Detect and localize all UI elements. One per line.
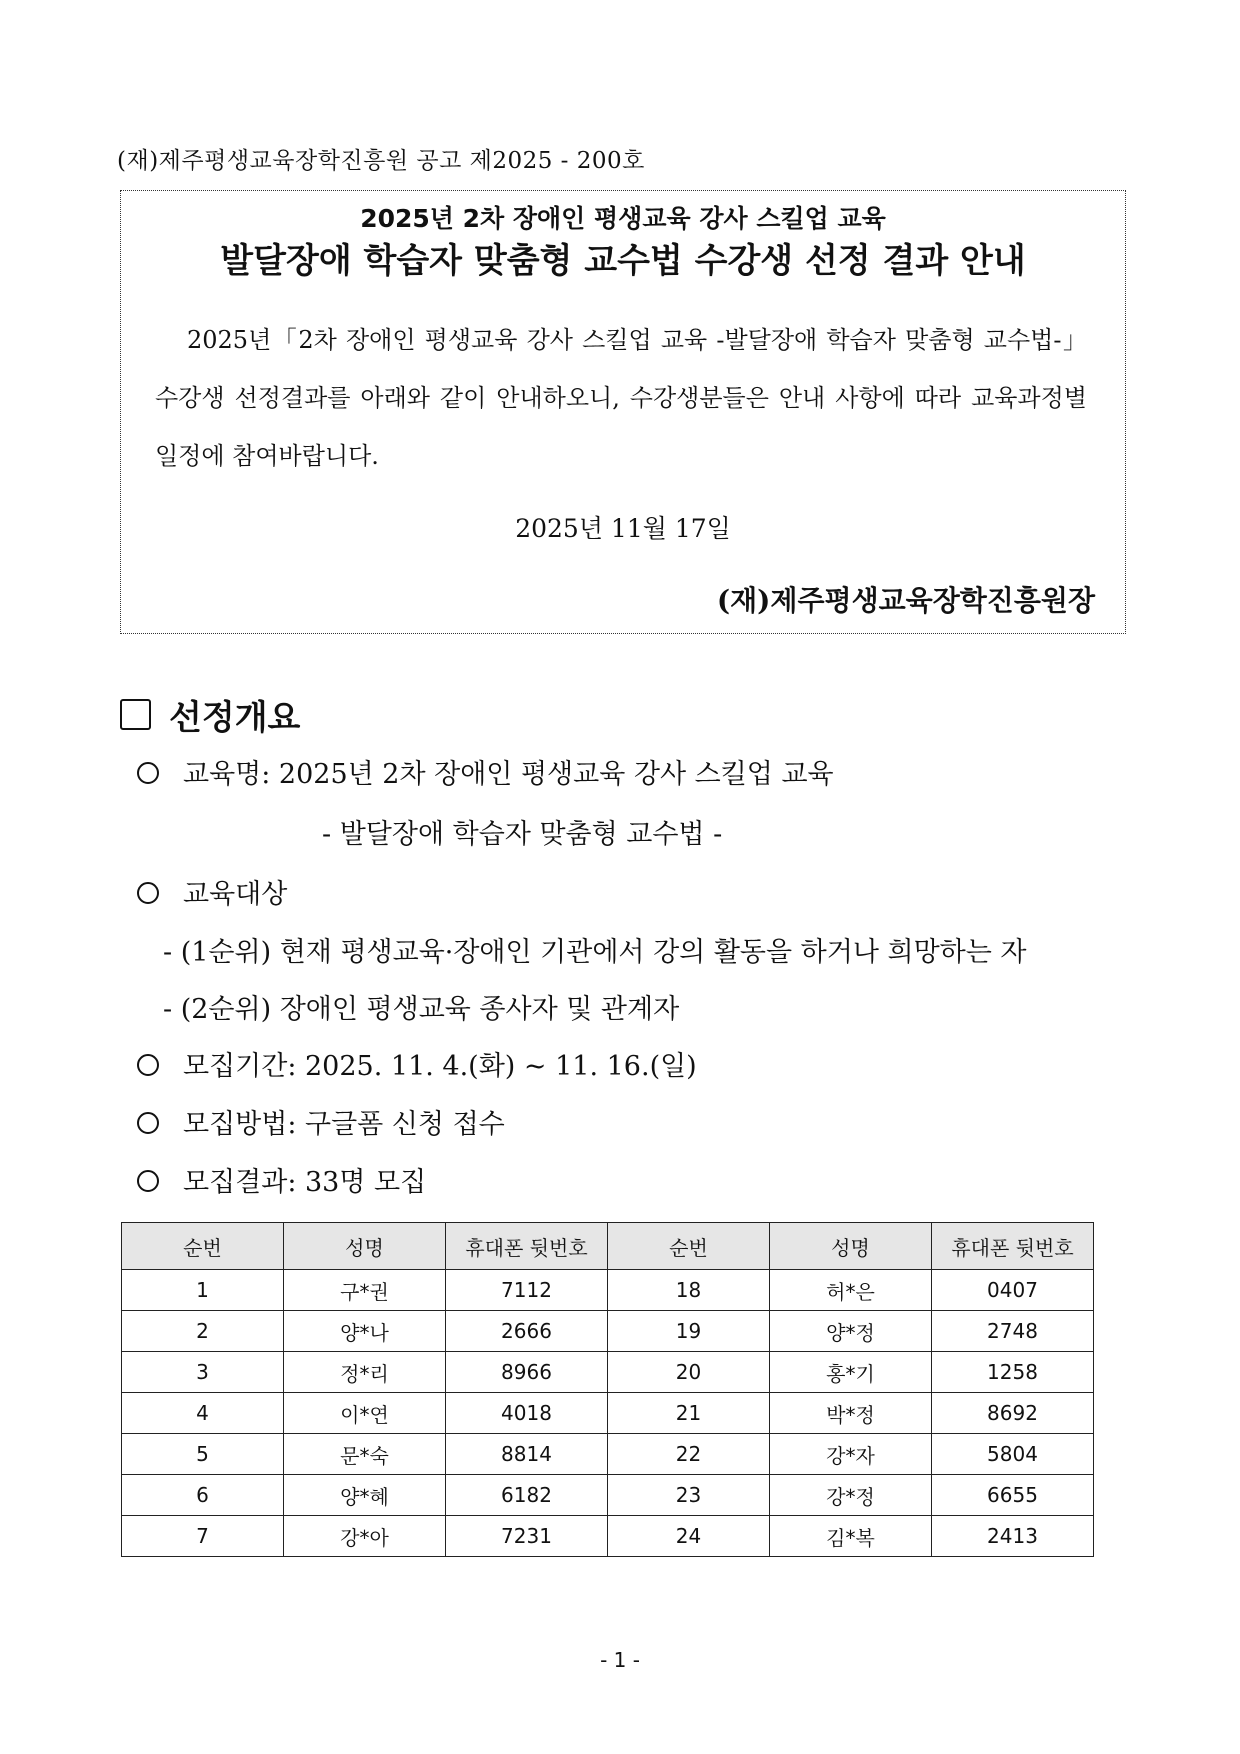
result-item [137,1160,426,1199]
notice-issuer: (재)제주평생교육장학진흥원장 [716,584,1095,617]
header-no: 순번 [122,1223,284,1270]
cell-name: 박*정 [770,1393,932,1434]
cell-name: 홍*기 [770,1352,932,1393]
cell-name: 양*나 [284,1311,446,1352]
target-priority-2: - (2순위) 장애인 평생교육 종사자 및 관계자 [163,994,680,1025]
cell-phone: 6655 [932,1475,1094,1516]
cell-phone: 1258 [932,1352,1094,1393]
cell-phone: 7231 [446,1516,608,1557]
circle-bullet-icon [137,1112,159,1134]
section-title: 선정개요 [169,698,301,738]
cell-name: 문*숙 [284,1434,446,1475]
cell-no: 23 [608,1475,770,1516]
page-number: - 1 - [600,1648,640,1672]
cell-name: 강*자 [770,1434,932,1475]
cell-no: 4 [122,1393,284,1434]
cell-no: 7 [122,1516,284,1557]
cell-phone: 7112 [446,1270,608,1311]
circle-bullet-icon [137,762,159,784]
cell-phone: 8692 [932,1393,1094,1434]
circle-bullet-icon [137,1054,159,1076]
cell-phone: 0407 [932,1270,1094,1311]
cell-phone: 8814 [446,1434,608,1475]
cell-no: 20 [608,1352,770,1393]
cell-phone: 6182 [446,1475,608,1516]
cell-phone: 2666 [446,1311,608,1352]
cell-name: 강*아 [284,1516,446,1557]
course-name: 교육명: 2025년 2차 장애인 평생교육 강사 스킬업 교육 [183,759,834,790]
selection-table [121,1222,1094,1557]
table-row [122,1352,1094,1393]
cell-phone: 4018 [446,1393,608,1434]
notice-date: 2025년 11월 17일 [515,514,731,543]
notice-subtitle: 2025년 2차 장애인 평생교육 강사 스킬업 교육 [360,204,886,233]
cell-no: 22 [608,1434,770,1475]
section-heading [120,690,300,739]
cell-phone: 2413 [932,1516,1094,1557]
cell-name: 허*은 [770,1270,932,1311]
header-name: 성명 [284,1223,446,1270]
recruit-period: 모집기간: 2025. 11. 4.(화) ~ 11. 16.(일) [183,1051,697,1082]
cell-no: 5 [122,1434,284,1475]
course-subname: - 발달장애 학습자 맞춤형 교수법 - [322,819,723,850]
notice-number: (재)제주평생교육장학진흥원 공고 제2025 - 200호 [117,148,645,174]
recruit-result: 모집결과: 33명 모집 [183,1167,427,1198]
cell-no: 18 [608,1270,770,1311]
method-item [137,1102,505,1141]
table-row [122,1434,1094,1475]
cell-no: 21 [608,1393,770,1434]
table-row [122,1516,1094,1557]
header-phone: 휴대폰 뒷번호 [932,1223,1094,1270]
notice-body: 2025년「2차 장애인 평생교육 강사 스킬업 교육 -발달장애 학습자 맞춤형 교수법-」수강생 선정결과를 아래와 같이 안내하오니, 수강생분들은 안내 사항에 따라 교육과정별 일정에 참여바랍니다. [155,326,1087,470]
recruit-method: 모집방법: 구글폼 신청 접수 [183,1109,505,1140]
notice-box [120,190,1126,634]
cell-no: 19 [608,1311,770,1352]
target-priority-1: - (1순위) 현재 평생교육·장애인 기관에서 강의 활동을 하거나 희망하는 자 [163,937,1027,968]
table-row [122,1393,1094,1434]
cell-name: 강*정 [770,1475,932,1516]
header-phone: 휴대폰 뒷번호 [446,1223,608,1270]
cell-name: 이*연 [284,1393,446,1434]
target-item [137,872,287,911]
header-name: 성명 [770,1223,932,1270]
header-no: 순번 [608,1223,770,1270]
cell-no: 2 [122,1311,284,1352]
table-row [122,1270,1094,1311]
period-item [137,1044,697,1083]
table-row [122,1311,1094,1352]
cell-name: 김*복 [770,1516,932,1557]
cell-phone: 8966 [446,1352,608,1393]
table-header-row [122,1223,1094,1270]
table-row [122,1475,1094,1516]
cell-phone: 5804 [932,1434,1094,1475]
square-icon [120,699,151,730]
course-name-item [137,752,834,791]
notice-title: 발달장애 학습자 맞춤형 교수법 수강생 선정 결과 안내 [220,241,1026,281]
cell-no: 3 [122,1352,284,1393]
cell-name: 구*권 [284,1270,446,1311]
cell-name: 양*정 [770,1311,932,1352]
cell-name: 양*혜 [284,1475,446,1516]
circle-bullet-icon [137,1170,159,1192]
target-heading: 교육대상 [183,879,288,910]
cell-no: 6 [122,1475,284,1516]
cell-no: 1 [122,1270,284,1311]
cell-no: 24 [608,1516,770,1557]
circle-bullet-icon [137,882,159,904]
cell-name: 정*리 [284,1352,446,1393]
cell-phone: 2748 [932,1311,1094,1352]
